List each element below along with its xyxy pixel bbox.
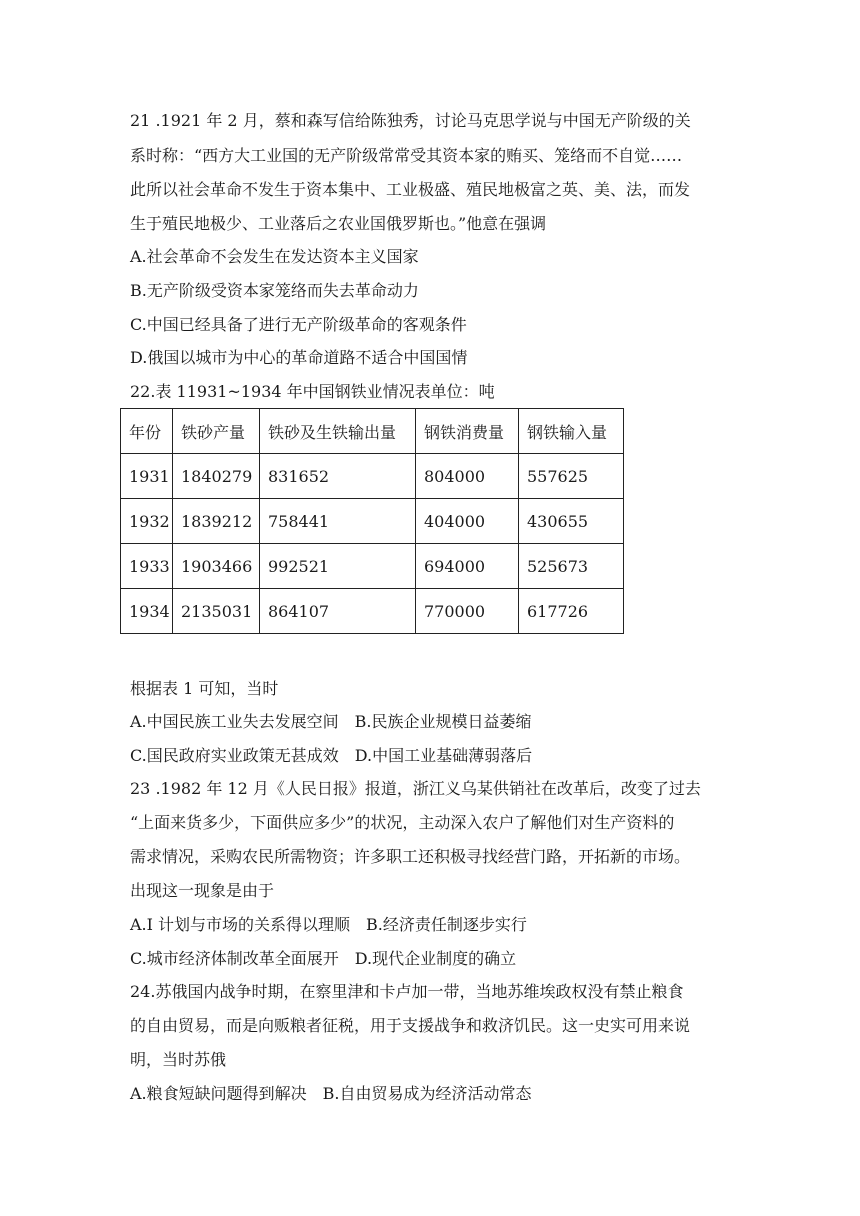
q24-stem-line-3: 明，当时苏俄: [130, 1050, 227, 1069]
table-cell: 1931: [121, 454, 173, 499]
table-row: [121, 589, 624, 634]
table-cell: 831652: [260, 454, 416, 499]
table-header-cell: 年份: [121, 409, 173, 454]
q22-options-ab: A.中国民族工业失去发展空间 B.民族企业规模日益萎缩: [130, 712, 532, 731]
table-row: [121, 499, 624, 544]
table-row: [121, 454, 624, 499]
table-cell: 770000: [416, 589, 519, 634]
q21-stem-line-3: 此所以社会革命不发生于资本集中、工业极盛、殖民地极富之英、美、法，而发: [130, 180, 691, 199]
q21-stem-line-2: 系时称：“西方大工业国的无产阶级常常受其资本家的贿买、笼络而不自觉……: [130, 146, 683, 165]
q22-table-caption: 22.表 11931~1934 年中国钢铁业情况表单位：吨: [130, 382, 495, 401]
table-cell: 864107: [260, 589, 416, 634]
table-cell: 1934: [121, 589, 173, 634]
q21-option-b: B.无产阶级受资本家笼络而失去革命动力: [130, 281, 419, 300]
table-cell: 1903466: [173, 544, 260, 589]
table-row: [121, 544, 624, 589]
q21-option-d: D.俄国以城市为中心的革命道路不适合中国国情: [130, 348, 468, 367]
table-header-cell: 钢铁输入量: [519, 409, 624, 454]
table-cell: 1932: [121, 499, 173, 544]
table-header-cell: 铁砂产量: [173, 409, 260, 454]
q24-stem-line-2: 的自由贸易，而是向贩粮者征税，用于支援战争和救济饥民。这一史实可用来说: [130, 1016, 691, 1035]
table-cell: 1933: [121, 544, 173, 589]
table-cell: 617726: [519, 589, 624, 634]
q24-options-ab: A.粮食短缺问题得到解决 B.自由贸易成为经济活动常态: [130, 1084, 532, 1103]
q22-options-cd: C.国民政府实业政策无甚成效 D.中国工业基础薄弱落后: [130, 746, 533, 765]
q23-options-ab: A.I 计划与市场的关系得以理顺 B.经济责任制逐步实行: [130, 915, 527, 934]
table-header-cell: 铁砂及生铁输出量: [260, 409, 416, 454]
q21-option-a: A.社会革命不会发生在发达资本主义国家: [130, 247, 419, 266]
q21-stem-line-4: 生于殖民地极少、工业落后之农业国俄罗斯也。”他意在强调: [130, 214, 547, 233]
q21-stem-line-1: 21 .1921 年 2 月，蔡和森写信给陈独秀，讨论马克思学说与中国无产阶级的关: [130, 111, 691, 130]
table-cell: 758441: [260, 499, 416, 544]
table-cell: 992521: [260, 544, 416, 589]
table-cell: 430655: [519, 499, 624, 544]
table-cell: 804000: [416, 454, 519, 499]
q21-option-c: C.中国已经具备了进行无产阶级革命的客观条件: [130, 315, 467, 334]
q23-options-cd: C.城市经济体制改革全面展开 D.现代企业制度的确立: [130, 949, 517, 968]
steel-industry-table: [120, 408, 624, 634]
q24-stem-line-1: 24.苏俄国内战争时期，在察里津和卡卢加一带，当地苏维埃政权没有禁止粮食: [130, 982, 684, 1001]
table-cell: 2135031: [173, 589, 260, 634]
table-cell: 1839212: [173, 499, 260, 544]
table-cell: 404000: [416, 499, 519, 544]
q22-stem: 根据表 1 可知，当时: [130, 679, 279, 698]
q23-stem-line-3: 需求情况，采购农民所需物资；许多职工还积极寻找经营门路，开拓新的市场。: [130, 847, 691, 866]
q23-stem-line-4: 出现这一现象是由于: [130, 881, 275, 900]
q23-stem-line-1: 23 .1982 年 12 月《人民日报》报道，浙江义乌某供销社在改革后，改变了过去: [130, 779, 701, 798]
table-cell: 1840279: [173, 454, 260, 499]
table-cell: 694000: [416, 544, 519, 589]
table-header-row: [121, 409, 624, 454]
table-header-cell: 钢铁消费量: [416, 409, 519, 454]
table-cell: 525673: [519, 544, 624, 589]
table-cell: 557625: [519, 454, 624, 499]
q23-stem-line-2: “上面来货多少，下面供应多少”的状况，主动深入农户了解他们对生产资料的: [130, 813, 675, 832]
